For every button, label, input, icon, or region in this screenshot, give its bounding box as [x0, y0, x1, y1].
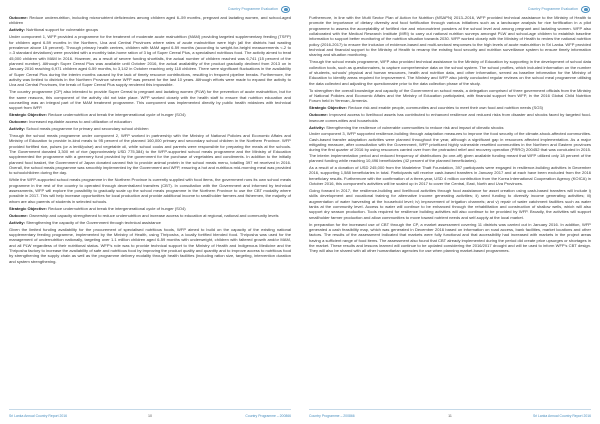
paragraph-text: Improved access to livelihood assets has contributed to enhanced resilience and reduced risks from disaster and shocks faced by targeted food-insecure communities and households [309, 112, 591, 123]
paragraph-text: Going forward in 2017, the resilience-building and livelihood activities through food assistance for asset creation using cash-based transfers will include i) skills development and vocational training for alternative income generating activities; ii) seed funding to diversify income generating activities; iii) augmentation of water harvesting at the household level; iv) improvement of irrigation channels; and v) repair of water catchment facilities such as water tanks at the community level. Access to water will continue to be enhanced through the rehabilitation and construction of shallow wells, which will also support dry season production. Tools required for resilience building activities will also continue to be provided by WFP. Broadly, the activities will support smallholder farmer production and allow communities to move toward nutrient needs and self-supply at the local market. [309, 188, 591, 220]
right-footer-report-title: Sri Lanka Annual Country Report 2016 [532, 414, 591, 418]
right-footer-programme: Country Programme – 200866 [309, 414, 355, 418]
paragraph-text: In preparation for the increased use of CBT through the CP, a market assessment covering 11 districts was carried out in January 2016. In addition, WFP generated a cash feasibility map, which was generated in December 2016 based on information on road access, bank facilities, market locations and other factors. The results of the assessment indicated that markets were fully functional and that accessibility had increased with markets in the project areas having a sufficient range of food items. The assessment also found that CBT already implemented during the period did create price upsurges or shortages in the market. These results and lessons learned will continue to be updated considering the 2016/2017 drought and will be used to inform WFP's CBT design. They will also be shared with all other humanitarian agencies for use when planning market-based programmes. [309, 221, 591, 254]
paragraph [9, 227, 291, 264]
paragraph [9, 213, 291, 218]
paragraph-text: Furthermore, in line with the Multi Sector Plan of Action for Nutrition (MSAPN) 2013–2016, WFP provided technical assistance to the Ministry of Health to promote the importance of dietary diversity and food fortification through various initiatives such as a landscape analysis for rice fortification in a pilot programme to assess the acceptability of fortified rice and micronutrient powders at the school level and among pregnant and lactating women. WFP also collaborated with the Medical Research Institute (MRI) to carry out national nutrition surveys amongst PLW and school-age children to establish baseline information to support better monitoring of the nutrition situation towards 2030. WFP worked closely with the Ministry of Health to review the national nutrition policy (2016-2017) to ensure the inclusion of evidence-based and multi-sectoral responses to the high levels of acute malnutrition in Sri Lanka. WFP provided technical and financial support to the Ministry of Health to revamp the existing food security and nutrition surveillance system to ensure timely information sharing and situation monitoring. [309, 15, 591, 58]
paragraph-text: Under component 3, WFP supported resilience-building through adaptation measures to improve the food security of the climate-shock-affected communities. Cash-based transfer adaptation activities were planned throughout the year, although a significant gap in resources affected implementation. As a major mitigating measure, after consultation with the Government, WFP prioritized highly vulnerable resettled communities in the Northern and Eastern provinces during the first quarter of 2016 by using resources carried over from the protracted relief and recovery operation (PRRO) 200452 that was concluded in 2015. The interim implementation period and reduced frequency of distributions (to one-off) given available funding meant that WFP utilized only 18 percent of the planned funding while reaching 10,496 beneficiaries (42 percent of the planned beneficiaries). [309, 131, 591, 164]
paragraph-label: Strategic Objective: [309, 105, 348, 111]
wfp-logo-icon [281, 6, 290, 13]
paragraph-text: Through the school meals programme under component 2, WFP worked in partnership with the Ministry of National Policies and Economic Affairs and Ministry of Education to provide in-kind meals to 95 percent of the planned 160,000 primary and secondary school children in the Northern Province. WFP provided fortified rice, pulses (or a lentil/pulse) and vegetable oil, while school cooks and parents were responsible for preparing the meals at the schools. The Government donated 3,300 mt of rice (approximately USD 775,384) to the WFP-supported school meals programme and the Ministry of Education supplemented the programme with a greenery fund provided by the government for the purchase of vegetables and condiments. In addition to the initially planned food basket, the Government of Japan donated canned fish to provide animal protein in the school meals menu, totalling 397 mt received in 2016. Overall, the school meals programme was smoothly implemented by the Government and WFP, ensuring a hot and nutritious mid-morning meal was provided to schoolchildren during the day. [9, 133, 291, 176]
left-page-number: 10 [148, 414, 152, 418]
paragraph [309, 165, 591, 186]
paragraph [9, 206, 291, 211]
paragraph-label: Outcome: [9, 212, 28, 218]
paragraph-label: Activity: [309, 124, 325, 130]
paragraph [9, 177, 291, 204]
paragraph [309, 131, 591, 163]
paragraph [309, 88, 591, 104]
paragraph-text: Under component 1, WFP provided a programme for the treatment of moderate acute malnutrition (MAM) providing targeted supplementary feeding (TSFP) for children aged 6-59 months in the Northern, Uva and Central Provinces where rates of acute malnutrition were high (all the districts had wasting prevalence above 15 percent). Through primary health centres, children with MAM aged 6-59 months (according to weight-for-height measurements <-2 to >-3 standard deviations) were provided with a monthly take-home ration of 3 kg of Super Cereal Plus, a specialised nutritious food. The activity aimed to treat 45,000 children with MAM in 2016. However, as a result of severe funding shortfalls, the actual number of children reached was 6,741 (15 percent of the planned number). Although Super Cereal Plus was available until October 2016, the actual availability of the product gradually declined from 2013 on in January 2016 reaching 6,971 children aged 6-59 months, to 3,142 in October reaching only 118 children. There were significant fluctuations in the availability of Super Cereal Plus during the interim months caused by the lack of timely resource contributions, resulting in frequent pipeline breaks. Furthermore, the activity was limited to districts in the Northern Province where WFP was present for the last 10 years. Although efforts were made to expand the activity to Uva and Central Provinces, the break of Super Cereal Plus supply rendered this impossible. [9, 34, 291, 88]
paragraph [9, 220, 291, 225]
paragraph [9, 34, 291, 87]
right-page-footer [300, 411, 600, 421]
paragraph-text: Reduce risk and enable people, communities and countries to meet their own food and nutrition needs (SO3) [347, 105, 543, 111]
paragraph-text: Reduce undernutrition, including micronutrient deficiencies among children aged 6–59 months, pregnant and lactating women, and school-aged children [9, 15, 291, 26]
left-page-header [228, 4, 290, 14]
left-page-body [9, 15, 291, 408]
paragraph-text: While the WFP-supported school meals programme in the Northern Province is currently supplied with food items, the government runs its own school meals programme in the rest of the country to operated through decentralized transfers (CBT). In consultation with the Government and informed by technical assessments, WFP will explore the possibility to gradually scale up the school meals programme in the Northern Province to use the CBT modality where possible in 2017. This will help increase opportunities for local production and provide additional income to smallholder farmers and fishermen, the majority of whom are also parents of students in selected schools. [9, 177, 291, 204]
right-page-header [528, 4, 590, 14]
left-page-footer [0, 411, 300, 421]
paragraph-label: Strategic Objective: [9, 112, 48, 118]
paragraph-label: Activity: [9, 27, 25, 33]
paragraph-label: Activity: [9, 219, 25, 225]
paragraph-text: Ownership and capacity strengthened to reduce undernutrition and increase access to education at regional, national and community levels [27, 212, 279, 218]
right-footer-rule [309, 409, 591, 410]
paragraph-label: Outcome: [309, 112, 328, 118]
paragraph-text: Reduce undernutrition and break the intergenerational cycle of hunger (SO4) [47, 112, 186, 118]
paragraph [9, 133, 291, 176]
paragraph-text: School meals programme for primary and secondary school children [24, 126, 149, 132]
paragraph [9, 126, 291, 131]
paragraph [309, 112, 591, 123]
paragraph-label: Activity: [9, 126, 25, 132]
paragraph-text: Strengthening the resilience of vulnerable communities to reduce risk and impact of climatic shocks [324, 124, 504, 130]
paragraph-label: Outcome: [9, 119, 28, 125]
paragraph-text: As a result of a donation of USD 245,000 from the Madeleine Thatt Foundation, 397 participants were engaged in resilience-building activities in December 2016, supporting 1,588 beneficiaries in total. Participants will receive cash-based transfers in January 2017 and at each have been excluded from the 2016 beneficiary results. Furthermore with the confirmation of a three-year, USD 4 million contribution from the Korea International Cooperation Agency (KOICA) in October 2016, this component's activities will be scaled up in 2017 to cover the Central, East, North and Uva Provinces. [309, 165, 591, 187]
paragraph-text: Strengthening the capacity of the Government through technical assistance [24, 219, 161, 225]
paragraph [309, 188, 591, 220]
paragraph [309, 222, 591, 254]
paragraph-text: Given the limited funding availability for the procurement of specialised nutritious foods, WFP aimed to build on the capacity of the existing national supplementary feeding programme, implemented by the Ministry of Health, using Thriposha, a locally fortified blended food. Thriposha was used for the management of undernutrition nationally, targeting over 1.1 million children aged 6-59 months with underweight, children with faltered growth and/or MAM, and all PLW regardless of their nutritional status. WFP's role was to provide technical support to the Ministry of Health and Indigenous Medicine and the Thriposha factory to increase the availability of safe and nutritious food by improving the product quality and quantity and to improve access to nutritious food by strengthening the supply chain as well as the programme delivery modality through health facilities (including ration size, targeting, intervention duration and system strengthening. [9, 226, 291, 264]
paragraph [9, 112, 291, 117]
left-footer-programme: Country Programme – 200866 [245, 414, 291, 418]
paragraph [309, 125, 591, 130]
wfp-logo-icon [581, 6, 590, 13]
paragraph [9, 27, 291, 32]
paragraph-text: Increased equitable access to and utilization of education [27, 119, 132, 125]
right-page-body [309, 15, 591, 408]
paragraph [9, 119, 291, 124]
right-page-number: 11 [448, 414, 452, 418]
paragraph-text: To strengthen the overall knowledge and capacity of the Government on school meals, a delegation comprised of three government officials from the Ministry of National Policies and Economic Affairs and the Ministry of Education participated, with financial support from WFP, in the 2016 Global Child Nutrition Forum held in Yerevan, Armenia. [309, 87, 591, 104]
paragraph [309, 105, 591, 110]
left-header-title: Country Programme Evaluation [227, 7, 278, 11]
paragraph-text: Through the school meals programme, WFP also provided technical assistance to the Ministry of Education by supporting in the development of school data collection tools, such as questionnaires, to capture comprehensive data on the school system. The school profiles, which included information on the number of students, schools' physical and human resources, health and nutrition data, and other information, served as baseline information for the Ministry of Education to identify areas required for improvement. The Ministry and WFP also jointly conducted regular reviews on the school meal programme utilising the data collected and adjusting the questionnaire prior to the data collection phase of the study. [309, 59, 591, 86]
paragraph-label: Strategic Objective: [9, 205, 48, 211]
paragraph [309, 15, 591, 58]
paragraph-label: Outcome: [9, 15, 28, 20]
paragraph-text: The country programme (CP) also intended to provide Super Cereal to pregnant and lactating women (PLW) for the prevention of acute malnutrition, but for the same reasons, this component of the activity did not take place. WFP worked closely with the health staff to ensure that nutrition education and counselling was an integral part of the MAM treatment programme. This component was implemented directly by public health midwives with technical support from WFP. [9, 89, 291, 111]
paragraph-text: Reduce undernutrition and break the intergenerational cycle of hunger (SO4) [47, 205, 186, 211]
left-footer-rule [9, 409, 291, 410]
left-footer-report-title: Sri Lanka Annual Country Report 2016 [9, 414, 68, 418]
paragraph [309, 59, 591, 86]
paragraph [9, 15, 291, 26]
paragraph-text: Nutritional support for vulnerable groups [24, 27, 99, 33]
right-page [300, 0, 600, 424]
paragraph [9, 89, 291, 110]
right-header-title: Country Programme Evaluation [527, 7, 578, 11]
